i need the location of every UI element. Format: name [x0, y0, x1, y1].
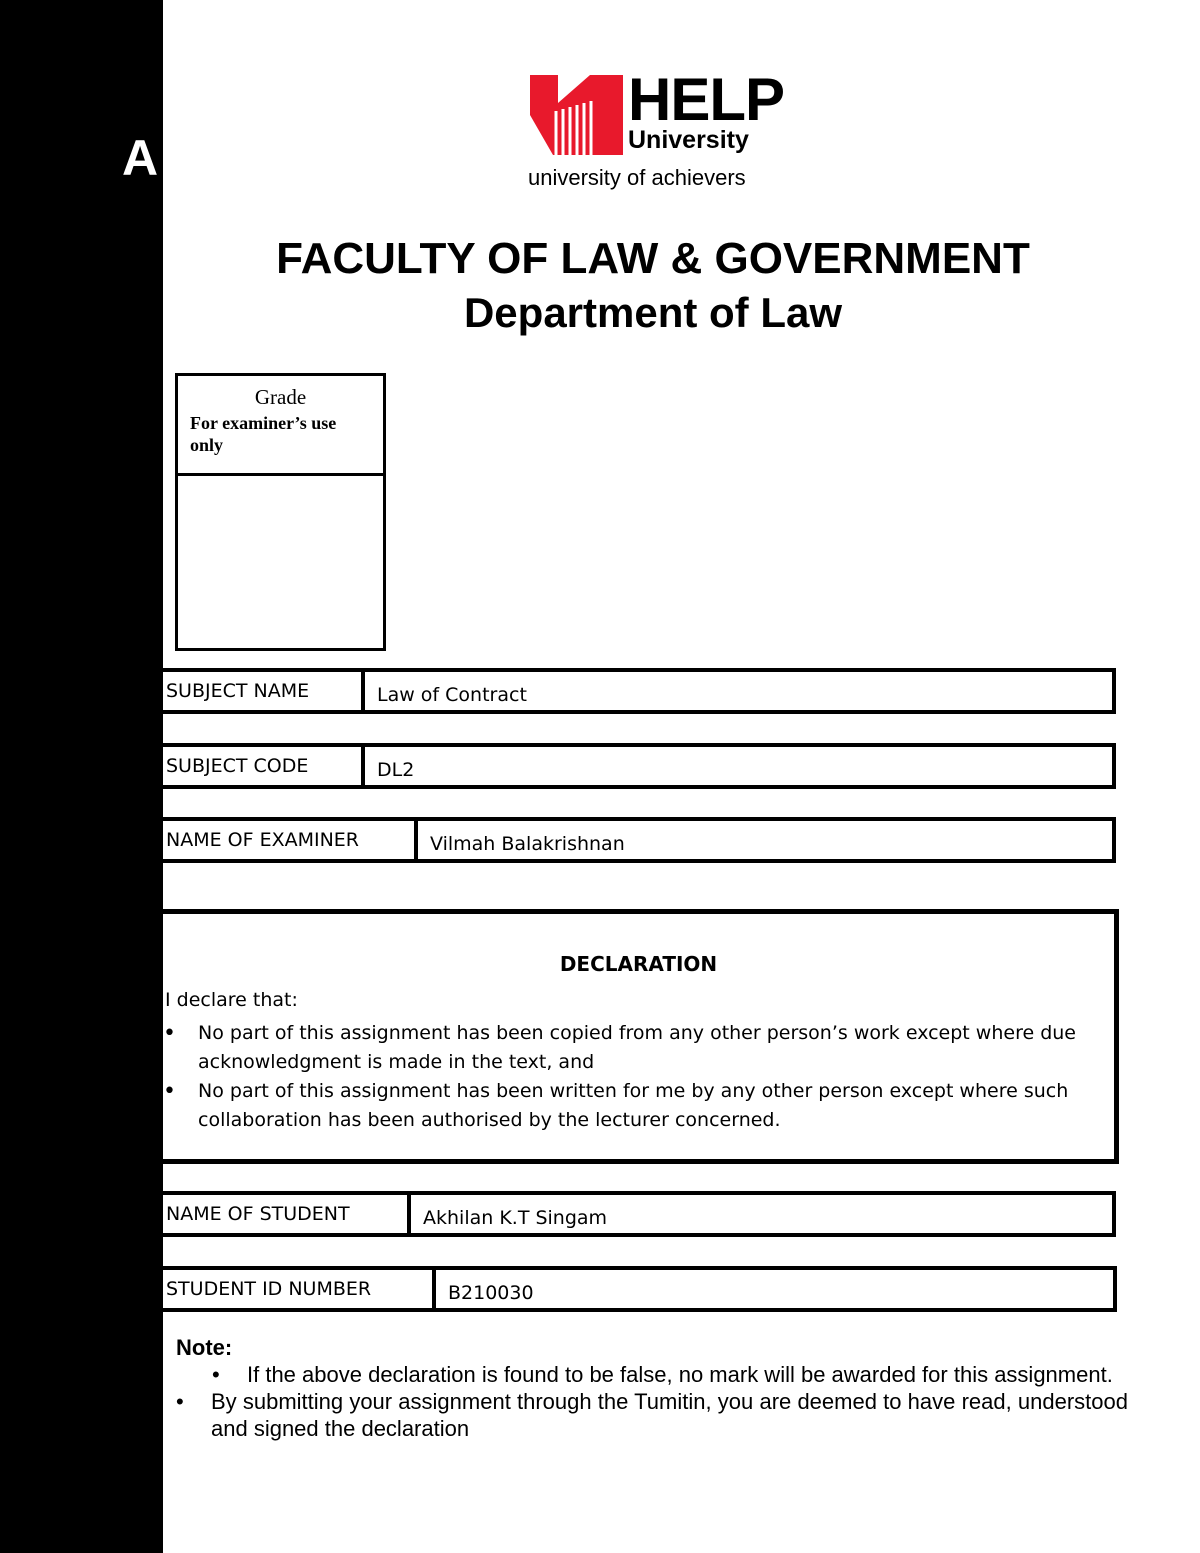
student-id-row — [163, 1266, 1117, 1312]
declaration-intro: I declare that: — [165, 989, 298, 1011]
cover-letter: A — [122, 130, 159, 186]
declaration-list — [163, 1019, 1083, 1135]
note-section — [176, 1334, 1128, 1442]
subject-name-field[interactable]: Law of Contract — [361, 668, 1116, 714]
logo-subtitle: University — [628, 126, 749, 154]
examiner-field[interactable]: Vilmah Balakrishnan — [414, 817, 1116, 863]
university-logo — [528, 66, 788, 195]
student-name-field[interactable]: Akhilan K.T Singam — [407, 1191, 1116, 1237]
examiner-row — [163, 817, 1116, 863]
declaration-title: DECLARATION — [559, 952, 718, 976]
subject-name-row — [163, 668, 1116, 714]
faculty-heading: FACULTY OF LAW & GOVERNMENT — [276, 234, 1030, 283]
declaration-item: • No part of this assignment has been written for me by any other person except where such collaboration has been authorised by the lecturer concerned. — [163, 1077, 1083, 1135]
examiner-label: NAME OF EXAMINER — [163, 817, 418, 863]
note-item: • If the above declaration is found to be false, no mark will be awarded for this assignment. — [176, 1361, 1128, 1388]
help-logo-mark-icon — [528, 75, 623, 160]
grade-box — [175, 373, 386, 651]
subject-code-row — [163, 743, 1116, 789]
logo-tagline: university of achievers — [528, 165, 746, 190]
student-id-label: STUDENT ID NUMBER — [163, 1266, 436, 1312]
department-heading: Department of Law — [463, 289, 843, 336]
left-black-bar — [0, 0, 163, 1553]
logo-wordmark: HELP — [628, 66, 785, 133]
note-item: • By submitting your assignment through the Tumitin, you are deemed to have read, understood and signed the declaration — [176, 1388, 1128, 1442]
grade-box-header — [178, 376, 383, 476]
declaration-item: • No part of this assignment has been copied from any other person’s work except where due acknowledgment is made in the text, and — [163, 1019, 1083, 1077]
student-name-label: NAME OF STUDENT — [163, 1191, 411, 1237]
note-list — [176, 1361, 1128, 1442]
grade-title: Grade — [254, 385, 307, 409]
note-title: Note: — [176, 1335, 233, 1360]
subject-name-label: SUBJECT NAME — [163, 668, 365, 714]
subject-code-label: SUBJECT CODE — [163, 743, 365, 789]
student-id-field[interactable]: B210030 — [432, 1266, 1117, 1312]
subject-code-field[interactable]: DL2 — [361, 743, 1116, 789]
grade-note: For examiner’s use only — [190, 413, 337, 455]
declaration-box — [163, 909, 1119, 1164]
student-name-row — [163, 1191, 1116, 1237]
